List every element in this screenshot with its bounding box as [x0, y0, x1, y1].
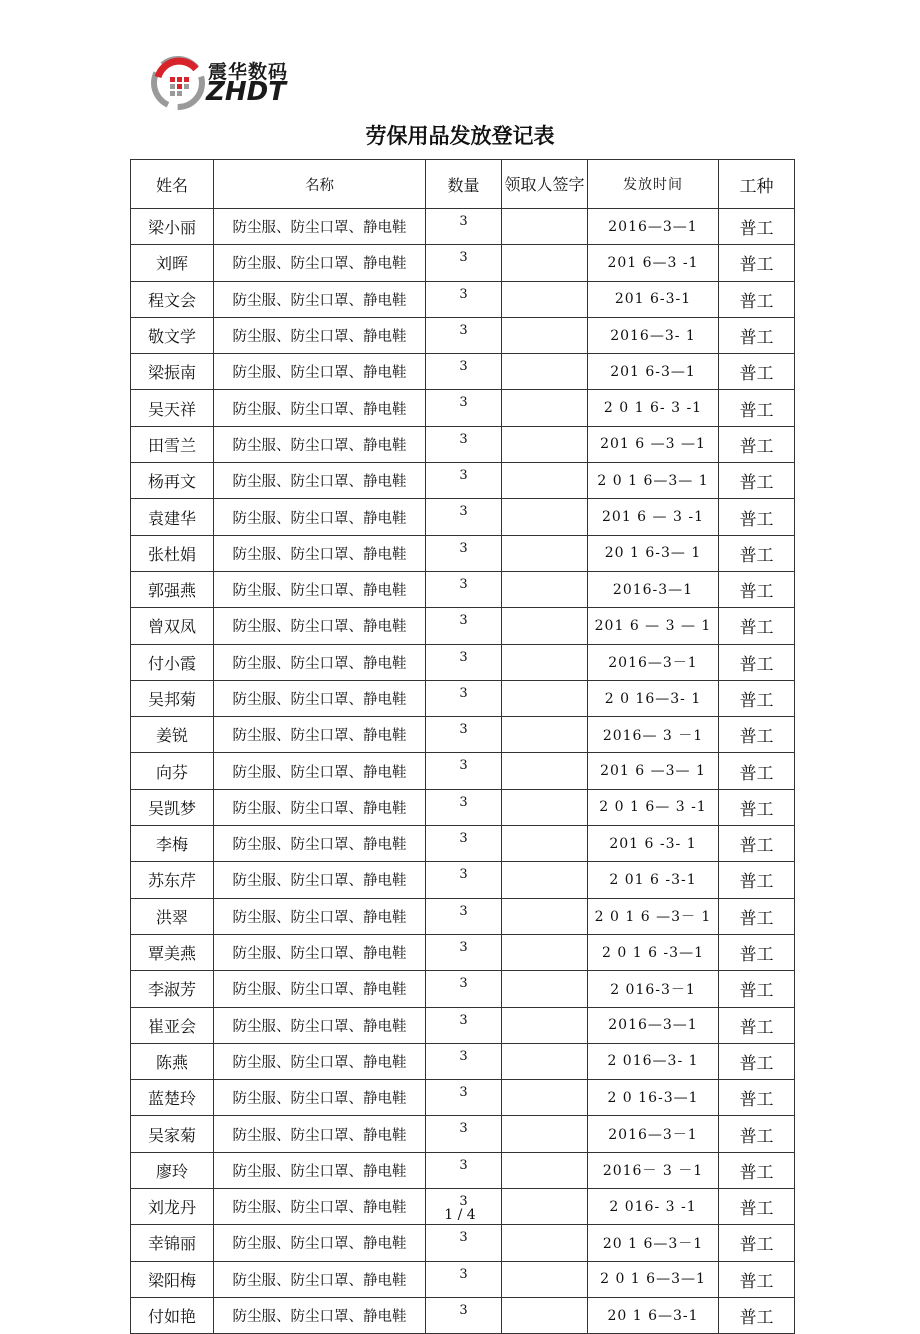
cell-date: 201 6-3—1 [588, 354, 719, 390]
cell-name: 张杜娟 [131, 535, 214, 571]
cell-name: 敬文学 [131, 317, 214, 353]
cell-type: 普工 [719, 281, 795, 317]
cell-qty: 3 [426, 898, 502, 934]
cell-date: 201 6 -3- 1 [588, 826, 719, 862]
table-row [131, 644, 795, 680]
cell-item: 防尘服、防尘口罩、静电鞋 [214, 209, 426, 245]
cell-item: 防尘服、防尘口罩、静电鞋 [214, 898, 426, 934]
cell-date: 2 0 1 6 -3—1 [588, 934, 719, 970]
cell-item: 防尘服、防尘口罩、静电鞋 [214, 317, 426, 353]
cell-date: 20 1 6-3— 1 [588, 535, 719, 571]
cell-name: 田雪兰 [131, 426, 214, 462]
cell-date: 2 0 1 6—3—1 [588, 1261, 719, 1297]
cell-item: 防尘服、防尘口罩、静电鞋 [214, 1043, 426, 1079]
cell-date: 2 0 1 6— 3 -1 [588, 789, 719, 825]
cell-item: 防尘服、防尘口罩、静电鞋 [214, 281, 426, 317]
cell-item: 防尘服、防尘口罩、静电鞋 [214, 390, 426, 426]
cell-date: 2 0 16-3—1 [588, 1080, 719, 1116]
cell-type: 普工 [719, 1007, 795, 1043]
cell-type: 普工 [719, 971, 795, 1007]
cell-item: 防尘服、防尘口罩、静电鞋 [214, 826, 426, 862]
table-row [131, 898, 795, 934]
cell-qty: 3 [426, 209, 502, 245]
cell-type: 普工 [719, 354, 795, 390]
cell-qty: 3 [426, 535, 502, 571]
table-row [131, 499, 795, 535]
cell-item: 防尘服、防尘口罩、静电鞋 [214, 1297, 426, 1333]
cell-name: 刘龙丹 [131, 1189, 214, 1225]
cell-date: 2016—3－1 [588, 644, 719, 680]
cell-type: 普工 [719, 535, 795, 571]
cell-item: 防尘服、防尘口罩、静电鞋 [214, 1080, 426, 1116]
cell-name: 付如艳 [131, 1297, 214, 1333]
cell-type: 普工 [719, 1043, 795, 1079]
cell-date: 2 0 1 6—3— 1 [588, 463, 719, 499]
cell-qty: 3 [426, 1080, 502, 1116]
logo-brand-cn: 震华数码 [208, 61, 289, 83]
cell-sign [502, 245, 588, 281]
cell-item: 防尘服、防尘口罩、静电鞋 [214, 753, 426, 789]
cell-item: 防尘服、防尘口罩、静电鞋 [214, 934, 426, 970]
cell-qty: 3 [426, 826, 502, 862]
cell-sign [502, 789, 588, 825]
cell-qty: 3 [426, 1225, 502, 1261]
cell-sign [502, 1261, 588, 1297]
cell-qty: 3 [426, 680, 502, 716]
cell-item: 防尘服、防尘口罩、静电鞋 [214, 499, 426, 535]
header-qty: 数量 [426, 160, 502, 209]
cell-sign [502, 862, 588, 898]
logo-brand-en: ZHDT [206, 77, 286, 107]
cell-date: 201 6 — 3 -1 [588, 499, 719, 535]
cell-date: 2 0 1 6- 3 -1 [588, 390, 719, 426]
cell-date: 2016－ 3 －1 [588, 1152, 719, 1188]
cell-date: 201 6 —3— 1 [588, 753, 719, 789]
cell-item: 防尘服、防尘口罩、静电鞋 [214, 1152, 426, 1188]
cell-item: 防尘服、防尘口罩、静电鞋 [214, 717, 426, 753]
cell-sign [502, 535, 588, 571]
cell-sign [502, 1225, 588, 1261]
cell-name: 刘晖 [131, 245, 214, 281]
cell-qty: 3 [426, 1043, 502, 1079]
table-row [131, 535, 795, 571]
cell-date: 2016—3- 1 [588, 317, 719, 353]
page-number: 1 / 4 [444, 1207, 476, 1223]
cell-type: 普工 [719, 426, 795, 462]
cell-item: 防尘服、防尘口罩、静电鞋 [214, 571, 426, 607]
cell-qty: 3 [426, 1261, 502, 1297]
cell-sign [502, 680, 588, 716]
cell-sign [502, 317, 588, 353]
cell-item: 防尘服、防尘口罩、静电鞋 [214, 535, 426, 571]
cell-type: 普工 [719, 826, 795, 862]
table-row [131, 753, 795, 789]
cell-type: 普工 [719, 608, 795, 644]
cell-name: 苏东芹 [131, 862, 214, 898]
cell-name: 程文会 [131, 281, 214, 317]
cell-date: 2 0 1 6 —3－ 1 [588, 898, 719, 934]
cell-name: 付小霞 [131, 644, 214, 680]
cell-name: 吴家菊 [131, 1116, 214, 1152]
cell-item: 防尘服、防尘口罩、静电鞋 [214, 862, 426, 898]
cell-date: 201 6-3-1 [588, 281, 719, 317]
cell-qty: 3 [426, 1297, 502, 1333]
cell-date: 2 01 6 -3-1 [588, 862, 719, 898]
cell-qty: 3 [426, 317, 502, 353]
cell-name: 吴凯梦 [131, 789, 214, 825]
table-row [131, 245, 795, 281]
document-title: 劳保用品发放登记表 [365, 124, 555, 148]
table-row [131, 571, 795, 607]
cell-sign [502, 898, 588, 934]
cell-name: 曾双凤 [131, 608, 214, 644]
header-date: 发放时间 [588, 160, 719, 209]
cell-item: 防尘服、防尘口罩、静电鞋 [214, 354, 426, 390]
table-row [131, 1297, 795, 1333]
cell-item: 防尘服、防尘口罩、静电鞋 [214, 245, 426, 281]
table-row [131, 1116, 795, 1152]
cell-date: 2 0 16—3- 1 [588, 680, 719, 716]
cell-qty: 3 [426, 934, 502, 970]
cell-qty: 3 [426, 245, 502, 281]
cell-item: 防尘服、防尘口罩、静电鞋 [214, 1189, 426, 1225]
table-row [131, 971, 795, 1007]
table-row [131, 281, 795, 317]
cell-qty: 3 [426, 717, 502, 753]
cell-date: 201 6 — 3 — 1 [588, 608, 719, 644]
cell-date: 20 1 6—3-1 [588, 1297, 719, 1333]
header-type: 工种 [719, 160, 795, 209]
table-header-row [131, 160, 795, 209]
table-row [131, 862, 795, 898]
cell-name: 姜锐 [131, 717, 214, 753]
cell-type: 普工 [719, 753, 795, 789]
cell-sign [502, 499, 588, 535]
table-body [131, 209, 795, 1334]
cell-type: 普工 [719, 680, 795, 716]
cell-type: 普工 [719, 898, 795, 934]
cell-date: 2016— 3 －1 [588, 717, 719, 753]
cell-qty: 3 [426, 644, 502, 680]
cell-type: 普工 [719, 245, 795, 281]
cell-type: 普工 [719, 1189, 795, 1225]
cell-name: 洪翠 [131, 898, 214, 934]
cell-name: 陈燕 [131, 1043, 214, 1079]
cell-name: 覃美燕 [131, 934, 214, 970]
cell-qty: 3 [426, 1116, 502, 1152]
cell-name: 廖玲 [131, 1152, 214, 1188]
cell-qty: 3 [426, 281, 502, 317]
cell-type: 普工 [719, 934, 795, 970]
cell-sign [502, 209, 588, 245]
cell-date: 2016—3—1 [588, 1007, 719, 1043]
table-row [131, 608, 795, 644]
header-sign: 领取人签字 [502, 160, 588, 209]
cell-qty: 3 [426, 789, 502, 825]
table-row [131, 426, 795, 462]
header-name: 姓名 [131, 160, 214, 209]
cell-date: 2016—3—1 [588, 209, 719, 245]
cell-name: 吴天祥 [131, 390, 214, 426]
cell-type: 普工 [719, 717, 795, 753]
cell-type: 普工 [719, 789, 795, 825]
cell-name: 梁阳梅 [131, 1261, 214, 1297]
cell-qty: 3 [426, 463, 502, 499]
cell-item: 防尘服、防尘口罩、静电鞋 [214, 608, 426, 644]
cell-type: 普工 [719, 1152, 795, 1188]
header-item: 名称 [214, 160, 426, 209]
cell-name: 向芬 [131, 753, 214, 789]
cell-item: 防尘服、防尘口罩、静电鞋 [214, 680, 426, 716]
cell-sign [502, 934, 588, 970]
cell-sign [502, 1043, 588, 1079]
cell-date: 2016—3－1 [588, 1116, 719, 1152]
cell-sign [502, 1007, 588, 1043]
cell-name: 吴邦菊 [131, 680, 214, 716]
cell-type: 普工 [719, 862, 795, 898]
cell-date: 201 6—3 -1 [588, 245, 719, 281]
cell-sign [502, 1152, 588, 1188]
table-row [131, 209, 795, 245]
table-row [131, 826, 795, 862]
cell-qty: 3 [426, 1189, 502, 1225]
table-row [131, 789, 795, 825]
cell-type: 普工 [719, 499, 795, 535]
cell-qty: 3 [426, 426, 502, 462]
cell-item: 防尘服、防尘口罩、静电鞋 [214, 644, 426, 680]
cell-type: 普工 [719, 571, 795, 607]
cell-type: 普工 [719, 644, 795, 680]
cell-qty: 3 [426, 354, 502, 390]
cell-qty: 3 [426, 390, 502, 426]
cell-sign [502, 281, 588, 317]
cell-sign [502, 571, 588, 607]
table-row [131, 1007, 795, 1043]
cell-name: 梁振南 [131, 354, 214, 390]
cell-sign [502, 1116, 588, 1152]
cell-sign [502, 753, 588, 789]
cell-type: 普工 [719, 1080, 795, 1116]
cell-item: 防尘服、防尘口罩、静电鞋 [214, 1007, 426, 1043]
cell-sign [502, 644, 588, 680]
cell-item: 防尘服、防尘口罩、静电鞋 [214, 1225, 426, 1261]
cell-sign [502, 390, 588, 426]
cell-qty: 3 [426, 571, 502, 607]
cell-type: 普工 [719, 1116, 795, 1152]
cell-sign [502, 971, 588, 1007]
table-row [131, 1152, 795, 1188]
cell-sign [502, 463, 588, 499]
cell-qty: 3 [426, 971, 502, 1007]
cell-type: 普工 [719, 317, 795, 353]
cell-name: 崔亚会 [131, 1007, 214, 1043]
cell-sign [502, 717, 588, 753]
cell-type: 普工 [719, 390, 795, 426]
table-row [131, 463, 795, 499]
cell-qty: 3 [426, 753, 502, 789]
cell-qty: 3 [426, 1007, 502, 1043]
cell-name: 幸锦丽 [131, 1225, 214, 1261]
table-row [131, 934, 795, 970]
table-row [131, 1261, 795, 1297]
cell-item: 防尘服、防尘口罩、静电鞋 [214, 971, 426, 1007]
cell-name: 梁小丽 [131, 209, 214, 245]
zhdt-logo-icon [150, 55, 206, 111]
cell-qty: 3 [426, 1152, 502, 1188]
table-row [131, 1043, 795, 1079]
table-row [131, 1225, 795, 1261]
table-row [131, 390, 795, 426]
cell-name: 袁建华 [131, 499, 214, 535]
table-row [131, 1080, 795, 1116]
issue-register-table [130, 159, 795, 1334]
cell-date: 2 016—3- 1 [588, 1043, 719, 1079]
cell-sign [502, 826, 588, 862]
cell-type: 普工 [719, 1261, 795, 1297]
cell-qty: 3 [426, 499, 502, 535]
cell-date: 2016-3—1 [588, 571, 719, 607]
cell-name: 李淑芳 [131, 971, 214, 1007]
cell-name: 李梅 [131, 826, 214, 862]
cell-type: 普工 [719, 1297, 795, 1333]
cell-type: 普工 [719, 209, 795, 245]
cell-sign [502, 1297, 588, 1333]
cell-sign [502, 354, 588, 390]
company-logo [150, 55, 310, 111]
cell-type: 普工 [719, 463, 795, 499]
cell-date: 20 1 6—3－1 [588, 1225, 719, 1261]
cell-qty: 3 [426, 608, 502, 644]
cell-item: 防尘服、防尘口罩、静电鞋 [214, 426, 426, 462]
cell-date: 201 6 —3 —1 [588, 426, 719, 462]
cell-name: 郭强燕 [131, 571, 214, 607]
cell-item: 防尘服、防尘口罩、静电鞋 [214, 1261, 426, 1297]
cell-name: 杨再文 [131, 463, 214, 499]
cell-item: 防尘服、防尘口罩、静电鞋 [214, 1116, 426, 1152]
table-row [131, 680, 795, 716]
cell-item: 防尘服、防尘口罩、静电鞋 [214, 789, 426, 825]
cell-sign [502, 1080, 588, 1116]
table-row [131, 354, 795, 390]
table-row [131, 717, 795, 753]
cell-type: 普工 [719, 1225, 795, 1261]
table-row [131, 317, 795, 353]
cell-qty: 3 [426, 862, 502, 898]
cell-date: 2 016-3－1 [588, 971, 719, 1007]
cell-sign [502, 608, 588, 644]
cell-name: 蓝楚玲 [131, 1080, 214, 1116]
cell-item: 防尘服、防尘口罩、静电鞋 [214, 463, 426, 499]
cell-date: 2 016- 3 -1 [588, 1189, 719, 1225]
cell-sign [502, 426, 588, 462]
